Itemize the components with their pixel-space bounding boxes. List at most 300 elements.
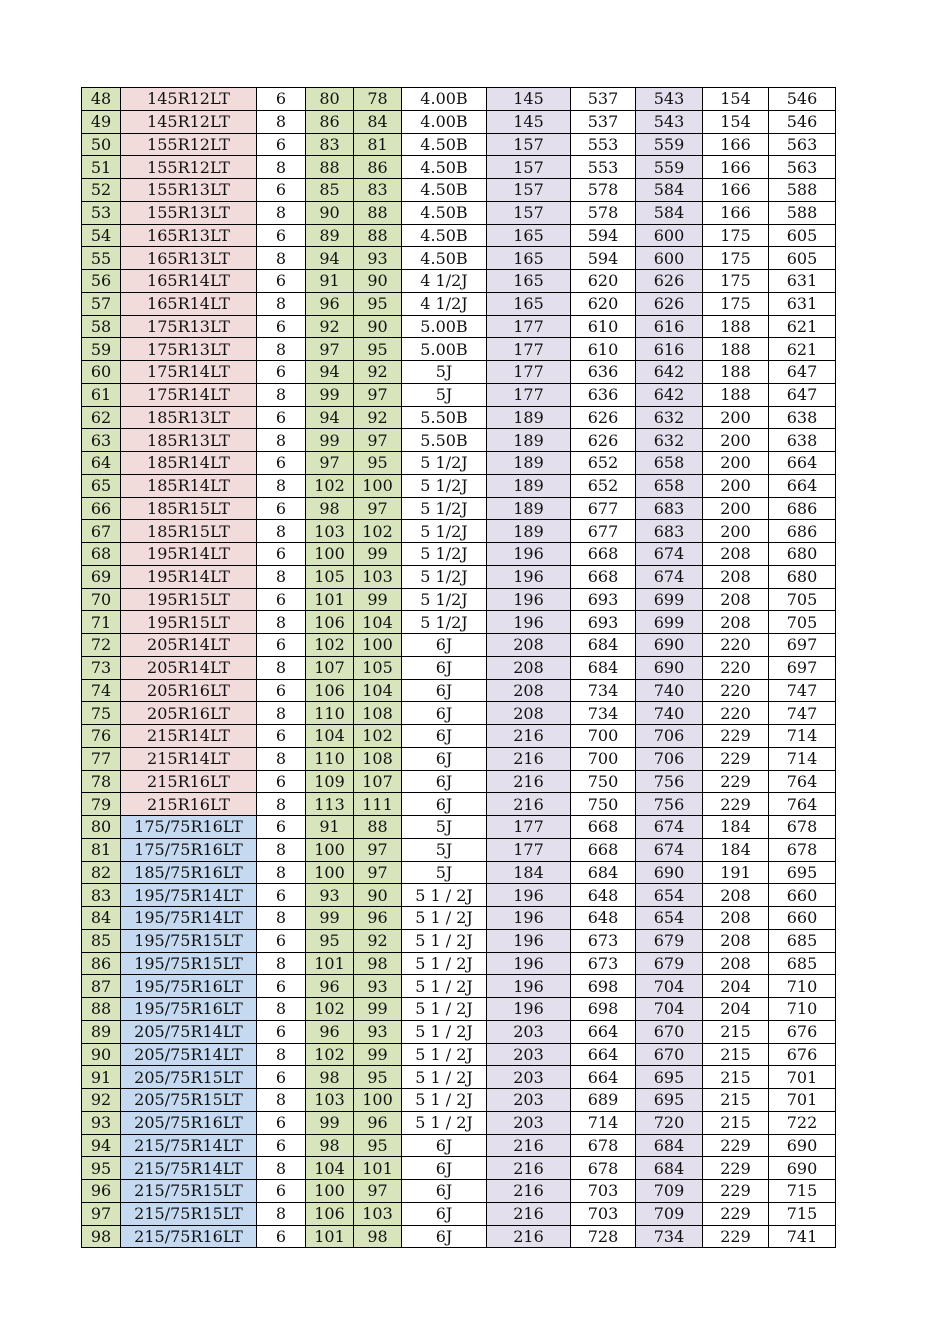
load-index-single-cell: 107 — [306, 656, 354, 679]
ply-rating-cell: 8 — [257, 907, 306, 930]
section-width-cell: 196 — [487, 998, 571, 1021]
max-width-cell: 229 — [703, 770, 769, 793]
rim-cell: 6J — [402, 634, 487, 657]
load-index-dual-cell: 88 — [354, 201, 402, 224]
max-width-cell: 200 — [703, 429, 769, 452]
max-width-cell: 215 — [703, 1089, 769, 1112]
row-number-cell: 67 — [82, 520, 121, 543]
row-number-cell: 70 — [82, 588, 121, 611]
diameter-min-cell: 553 — [571, 133, 636, 156]
table-row — [82, 656, 836, 679]
diameter-cell: 756 — [636, 770, 703, 793]
table-row — [82, 793, 836, 816]
diameter-min-cell: 610 — [571, 315, 636, 338]
ply-rating-cell: 6 — [257, 497, 306, 520]
max-width-cell: 188 — [703, 361, 769, 384]
ply-rating-cell: 6 — [257, 543, 306, 566]
diameter-cell: 704 — [636, 998, 703, 1021]
load-index-dual-cell: 97 — [354, 383, 402, 406]
section-width-cell: 203 — [487, 1111, 571, 1134]
max-diameter-cell: 722 — [769, 1111, 836, 1134]
load-index-single-cell: 106 — [306, 1202, 354, 1225]
table-row — [82, 998, 836, 1021]
max-width-cell: 208 — [703, 565, 769, 588]
diameter-cell: 626 — [636, 292, 703, 315]
load-index-single-cell: 98 — [306, 497, 354, 520]
load-index-single-cell: 95 — [306, 929, 354, 952]
load-index-dual-cell: 95 — [354, 1134, 402, 1157]
table-row — [82, 1202, 836, 1225]
load-index-dual-cell: 90 — [354, 315, 402, 338]
load-index-dual-cell: 81 — [354, 133, 402, 156]
max-width-cell: 215 — [703, 1066, 769, 1089]
tire-size-cell: 215/75R14LT — [121, 1157, 257, 1180]
diameter-cell: 699 — [636, 611, 703, 634]
load-index-dual-cell: 102 — [354, 520, 402, 543]
max-diameter-cell: 680 — [769, 565, 836, 588]
ply-rating-cell: 6 — [257, 929, 306, 952]
rim-cell: 6J — [402, 770, 487, 793]
load-index-dual-cell: 92 — [354, 406, 402, 429]
rim-cell: 5 1/2J — [402, 520, 487, 543]
table-row — [82, 952, 836, 975]
diameter-min-cell: 693 — [571, 588, 636, 611]
table-row — [82, 770, 836, 793]
ply-rating-cell: 6 — [257, 1134, 306, 1157]
tire-size-cell: 215R16LT — [121, 770, 257, 793]
ply-rating-cell: 8 — [257, 383, 306, 406]
max-diameter-cell: 701 — [769, 1089, 836, 1112]
max-width-cell: 166 — [703, 201, 769, 224]
diameter-min-cell: 594 — [571, 247, 636, 270]
row-number-cell: 57 — [82, 292, 121, 315]
table-row — [82, 611, 836, 634]
tire-size-cell: 205R16LT — [121, 702, 257, 725]
max-width-cell: 191 — [703, 861, 769, 884]
rim-cell: 6J — [402, 1157, 487, 1180]
load-index-single-cell: 99 — [306, 429, 354, 452]
row-number-cell: 79 — [82, 793, 121, 816]
diameter-cell: 674 — [636, 816, 703, 839]
rim-cell: 5 1/2J — [402, 452, 487, 475]
tire-size-cell: 175R14LT — [121, 383, 257, 406]
row-number-cell: 72 — [82, 634, 121, 657]
table-row — [82, 1020, 836, 1043]
load-index-single-cell: 100 — [306, 838, 354, 861]
max-width-cell: 208 — [703, 543, 769, 566]
table-row — [82, 702, 836, 725]
max-diameter-cell: 764 — [769, 793, 836, 816]
ply-rating-cell: 8 — [257, 1202, 306, 1225]
section-width-cell: 157 — [487, 179, 571, 202]
diameter-cell: 654 — [636, 884, 703, 907]
max-diameter-cell: 605 — [769, 247, 836, 270]
table-row — [82, 110, 836, 133]
rim-cell: 4.50B — [402, 156, 487, 179]
ply-rating-cell: 6 — [257, 224, 306, 247]
load-index-dual-cell: 78 — [354, 88, 402, 111]
section-width-cell: 208 — [487, 702, 571, 725]
load-index-single-cell: 100 — [306, 1180, 354, 1203]
load-index-dual-cell: 103 — [354, 1202, 402, 1225]
load-index-dual-cell: 97 — [354, 1180, 402, 1203]
ply-rating-cell: 8 — [257, 656, 306, 679]
row-number-cell: 73 — [82, 656, 121, 679]
diameter-min-cell: 698 — [571, 975, 636, 998]
ply-rating-cell: 6 — [257, 315, 306, 338]
tire-size-cell: 205R16LT — [121, 679, 257, 702]
table-row — [82, 88, 836, 111]
row-number-cell: 91 — [82, 1066, 121, 1089]
tire-size-cell: 205R14LT — [121, 634, 257, 657]
diameter-min-cell: 648 — [571, 884, 636, 907]
load-index-dual-cell: 105 — [354, 656, 402, 679]
tire-size-cell: 185R15LT — [121, 520, 257, 543]
load-index-dual-cell: 107 — [354, 770, 402, 793]
max-diameter-cell: 697 — [769, 656, 836, 679]
max-width-cell: 200 — [703, 452, 769, 475]
row-number-cell: 60 — [82, 361, 121, 384]
row-number-cell: 85 — [82, 929, 121, 952]
row-number-cell: 50 — [82, 133, 121, 156]
rim-cell: 6J — [402, 1180, 487, 1203]
ply-rating-cell: 8 — [257, 292, 306, 315]
section-width-cell: 216 — [487, 770, 571, 793]
row-number-cell: 90 — [82, 1043, 121, 1066]
max-diameter-cell: 647 — [769, 383, 836, 406]
row-number-cell: 52 — [82, 179, 121, 202]
table-row — [82, 725, 836, 748]
section-width-cell: 145 — [487, 110, 571, 133]
load-index-dual-cell: 99 — [354, 1043, 402, 1066]
tire-size-cell: 155R13LT — [121, 201, 257, 224]
table-row — [82, 1111, 836, 1134]
max-diameter-cell: 631 — [769, 292, 836, 315]
diameter-cell: 740 — [636, 702, 703, 725]
max-diameter-cell: 621 — [769, 338, 836, 361]
section-width-cell: 208 — [487, 679, 571, 702]
section-width-cell: 196 — [487, 907, 571, 930]
section-width-cell: 177 — [487, 383, 571, 406]
row-number-cell: 88 — [82, 998, 121, 1021]
table-row — [82, 543, 836, 566]
load-index-dual-cell: 93 — [354, 975, 402, 998]
section-width-cell: 216 — [487, 1202, 571, 1225]
max-diameter-cell: 705 — [769, 588, 836, 611]
row-number-cell: 94 — [82, 1134, 121, 1157]
max-width-cell: 229 — [703, 1202, 769, 1225]
diameter-cell: 679 — [636, 952, 703, 975]
row-number-cell: 55 — [82, 247, 121, 270]
load-index-single-cell: 103 — [306, 520, 354, 543]
table-row — [82, 1225, 836, 1248]
max-width-cell: 208 — [703, 611, 769, 634]
section-width-cell: 196 — [487, 611, 571, 634]
max-diameter-cell: 714 — [769, 747, 836, 770]
diameter-min-cell: 668 — [571, 816, 636, 839]
diameter-cell: 632 — [636, 406, 703, 429]
load-index-single-cell: 99 — [306, 1111, 354, 1134]
table-body — [82, 88, 836, 1248]
rim-cell: 5J — [402, 383, 487, 406]
table-row — [82, 1066, 836, 1089]
rim-cell: 5 1 / 2J — [402, 998, 487, 1021]
diameter-cell: 709 — [636, 1202, 703, 1225]
diameter-cell: 756 — [636, 793, 703, 816]
tire-size-cell: 215/75R14LT — [121, 1134, 257, 1157]
diameter-cell: 654 — [636, 907, 703, 930]
max-diameter-cell: 660 — [769, 884, 836, 907]
load-index-dual-cell: 84 — [354, 110, 402, 133]
diameter-cell: 720 — [636, 1111, 703, 1134]
diameter-min-cell: 578 — [571, 201, 636, 224]
diameter-min-cell: 673 — [571, 929, 636, 952]
rim-cell: 5 1 / 2J — [402, 952, 487, 975]
diameter-cell: 584 — [636, 201, 703, 224]
load-index-dual-cell: 97 — [354, 497, 402, 520]
diameter-cell: 684 — [636, 1157, 703, 1180]
diameter-cell: 690 — [636, 656, 703, 679]
load-index-single-cell: 100 — [306, 543, 354, 566]
max-width-cell: 204 — [703, 998, 769, 1021]
row-number-cell: 59 — [82, 338, 121, 361]
diameter-cell: 670 — [636, 1043, 703, 1066]
ply-rating-cell: 8 — [257, 1157, 306, 1180]
max-width-cell: 220 — [703, 656, 769, 679]
section-width-cell: 189 — [487, 452, 571, 475]
section-width-cell: 196 — [487, 884, 571, 907]
max-diameter-cell: 715 — [769, 1180, 836, 1203]
row-number-cell: 56 — [82, 270, 121, 293]
ply-rating-cell: 6 — [257, 884, 306, 907]
max-width-cell: 166 — [703, 133, 769, 156]
max-width-cell: 208 — [703, 884, 769, 907]
row-number-cell: 51 — [82, 156, 121, 179]
max-diameter-cell: 710 — [769, 975, 836, 998]
load-index-dual-cell: 83 — [354, 179, 402, 202]
load-index-dual-cell: 100 — [354, 1089, 402, 1112]
load-index-single-cell: 94 — [306, 361, 354, 384]
diameter-cell: 658 — [636, 474, 703, 497]
tire-size-cell: 195/75R15LT — [121, 929, 257, 952]
diameter-cell: 734 — [636, 1225, 703, 1248]
tire-size-cell: 205/75R14LT — [121, 1043, 257, 1066]
load-index-dual-cell: 86 — [354, 156, 402, 179]
load-index-single-cell: 86 — [306, 110, 354, 133]
diameter-cell: 684 — [636, 1134, 703, 1157]
rim-cell: 5J — [402, 816, 487, 839]
diameter-cell: 584 — [636, 179, 703, 202]
section-width-cell: 196 — [487, 975, 571, 998]
rim-cell: 5.50B — [402, 406, 487, 429]
diameter-min-cell: 734 — [571, 702, 636, 725]
row-number-cell: 87 — [82, 975, 121, 998]
load-index-single-cell: 106 — [306, 611, 354, 634]
diameter-min-cell: 678 — [571, 1157, 636, 1180]
max-diameter-cell: 685 — [769, 952, 836, 975]
rim-cell: 5.00B — [402, 338, 487, 361]
ply-rating-cell: 8 — [257, 429, 306, 452]
diameter-cell: 543 — [636, 88, 703, 111]
max-diameter-cell: 563 — [769, 156, 836, 179]
row-number-cell: 66 — [82, 497, 121, 520]
rim-cell: 5 1 / 2J — [402, 929, 487, 952]
tire-size-cell: 195/75R16LT — [121, 975, 257, 998]
max-diameter-cell: 678 — [769, 816, 836, 839]
diameter-cell: 600 — [636, 224, 703, 247]
max-diameter-cell: 638 — [769, 429, 836, 452]
table-row — [82, 429, 836, 452]
diameter-cell: 559 — [636, 156, 703, 179]
diameter-cell: 704 — [636, 975, 703, 998]
rim-cell: 4.50B — [402, 201, 487, 224]
diameter-cell: 679 — [636, 929, 703, 952]
load-index-single-cell: 83 — [306, 133, 354, 156]
table-row — [82, 133, 836, 156]
max-width-cell: 175 — [703, 270, 769, 293]
tire-size-cell: 215/75R15LT — [121, 1180, 257, 1203]
diameter-min-cell: 620 — [571, 292, 636, 315]
load-index-dual-cell: 97 — [354, 861, 402, 884]
load-index-dual-cell: 88 — [354, 816, 402, 839]
table-row — [82, 1157, 836, 1180]
rim-cell: 5 1/2J — [402, 474, 487, 497]
section-width-cell: 208 — [487, 634, 571, 657]
tire-size-cell: 175/75R16LT — [121, 816, 257, 839]
load-index-single-cell: 97 — [306, 452, 354, 475]
tire-size-cell: 165R14LT — [121, 270, 257, 293]
tire-size-cell: 205/75R16LT — [121, 1111, 257, 1134]
diameter-min-cell: 636 — [571, 361, 636, 384]
diameter-cell: 690 — [636, 861, 703, 884]
load-index-single-cell: 109 — [306, 770, 354, 793]
table-row — [82, 907, 836, 930]
max-diameter-cell: 660 — [769, 907, 836, 930]
load-index-dual-cell: 93 — [354, 1020, 402, 1043]
diameter-min-cell: 553 — [571, 156, 636, 179]
max-diameter-cell: 714 — [769, 725, 836, 748]
row-number-cell: 96 — [82, 1180, 121, 1203]
section-width-cell: 216 — [487, 1134, 571, 1157]
rim-cell: 4.50B — [402, 247, 487, 270]
diameter-cell: 674 — [636, 838, 703, 861]
table-row — [82, 565, 836, 588]
load-index-single-cell: 113 — [306, 793, 354, 816]
section-width-cell: 203 — [487, 1089, 571, 1112]
row-number-cell: 62 — [82, 406, 121, 429]
section-width-cell: 189 — [487, 406, 571, 429]
tire-size-cell: 145R12LT — [121, 110, 257, 133]
diameter-min-cell: 620 — [571, 270, 636, 293]
rim-cell: 6J — [402, 747, 487, 770]
diameter-min-cell: 728 — [571, 1225, 636, 1248]
rim-cell: 4 1/2J — [402, 270, 487, 293]
max-width-cell: 200 — [703, 520, 769, 543]
ply-rating-cell: 8 — [257, 702, 306, 725]
section-width-cell: 196 — [487, 929, 571, 952]
load-index-single-cell: 102 — [306, 998, 354, 1021]
max-width-cell: 229 — [703, 1157, 769, 1180]
table-row — [82, 406, 836, 429]
rim-cell: 5 1 / 2J — [402, 1111, 487, 1134]
section-width-cell: 208 — [487, 656, 571, 679]
diameter-cell: 740 — [636, 679, 703, 702]
max-diameter-cell: 605 — [769, 224, 836, 247]
diameter-cell: 670 — [636, 1020, 703, 1043]
load-index-single-cell: 91 — [306, 270, 354, 293]
table-row — [82, 247, 836, 270]
load-index-dual-cell: 108 — [354, 747, 402, 770]
tire-size-cell: 195/75R14LT — [121, 907, 257, 930]
diameter-min-cell: 668 — [571, 543, 636, 566]
rim-cell: 5 1 / 2J — [402, 907, 487, 930]
ply-rating-cell: 8 — [257, 611, 306, 634]
tire-size-cell: 205/75R14LT — [121, 1020, 257, 1043]
rim-cell: 5 1 / 2J — [402, 884, 487, 907]
load-index-single-cell: 106 — [306, 679, 354, 702]
diameter-cell: 674 — [636, 565, 703, 588]
max-diameter-cell: 664 — [769, 474, 836, 497]
diameter-cell: 695 — [636, 1089, 703, 1112]
max-diameter-cell: 764 — [769, 770, 836, 793]
row-number-cell: 93 — [82, 1111, 121, 1134]
max-diameter-cell: 676 — [769, 1043, 836, 1066]
section-width-cell: 216 — [487, 1157, 571, 1180]
max-width-cell: 220 — [703, 634, 769, 657]
max-width-cell: 175 — [703, 247, 769, 270]
diameter-min-cell: 537 — [571, 110, 636, 133]
rim-cell: 5 1 / 2J — [402, 975, 487, 998]
diameter-min-cell: 610 — [571, 338, 636, 361]
row-number-cell: 95 — [82, 1157, 121, 1180]
load-index-single-cell: 96 — [306, 975, 354, 998]
section-width-cell: 177 — [487, 816, 571, 839]
load-index-single-cell: 98 — [306, 1134, 354, 1157]
section-width-cell: 189 — [487, 474, 571, 497]
rim-cell: 5 1/2J — [402, 543, 487, 566]
max-diameter-cell: 685 — [769, 929, 836, 952]
diameter-min-cell: 678 — [571, 1134, 636, 1157]
row-number-cell: 84 — [82, 907, 121, 930]
ply-rating-cell: 8 — [257, 520, 306, 543]
diameter-cell: 683 — [636, 497, 703, 520]
diameter-cell: 559 — [636, 133, 703, 156]
max-width-cell: 229 — [703, 747, 769, 770]
tire-size-cell: 175/75R16LT — [121, 838, 257, 861]
ply-rating-cell: 8 — [257, 110, 306, 133]
row-number-cell: 82 — [82, 861, 121, 884]
row-number-cell: 89 — [82, 1020, 121, 1043]
load-index-single-cell: 102 — [306, 1043, 354, 1066]
max-width-cell: 166 — [703, 179, 769, 202]
tire-size-cell: 195R15LT — [121, 611, 257, 634]
tire-size-cell: 185R15LT — [121, 497, 257, 520]
diameter-cell: 674 — [636, 543, 703, 566]
rim-cell: 5 1/2J — [402, 588, 487, 611]
diameter-min-cell: 689 — [571, 1089, 636, 1112]
max-diameter-cell: 747 — [769, 702, 836, 725]
rim-cell: 6J — [402, 656, 487, 679]
tire-size-cell: 145R12LT — [121, 88, 257, 111]
rim-cell: 6J — [402, 793, 487, 816]
section-width-cell: 216 — [487, 793, 571, 816]
load-index-dual-cell: 97 — [354, 429, 402, 452]
max-diameter-cell: 678 — [769, 838, 836, 861]
diameter-cell: 706 — [636, 725, 703, 748]
tire-size-cell: 155R13LT — [121, 179, 257, 202]
ply-rating-cell: 8 — [257, 838, 306, 861]
load-index-single-cell: 80 — [306, 88, 354, 111]
